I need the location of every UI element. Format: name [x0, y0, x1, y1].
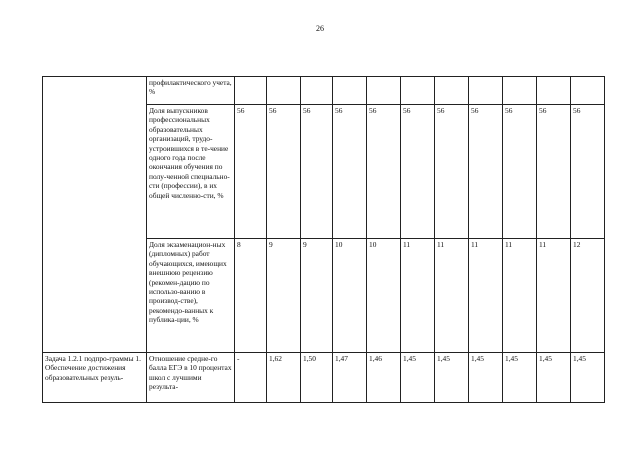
value-cell: 1,45 [401, 353, 435, 403]
value-cell: 11 [537, 239, 571, 353]
value-cell: 56 [537, 105, 571, 239]
table-row [43, 77, 605, 105]
value-cell [469, 77, 503, 105]
value-cell: 9 [301, 239, 333, 353]
value-cell: 11 [503, 239, 537, 353]
indicator-cell: Отношение средне-го балла ЕГЭ в 10 процентах школ с лучшими результа- [147, 353, 235, 403]
value-cell: 1,47 [333, 353, 367, 403]
value-cell: 1,45 [469, 353, 503, 403]
value-cell: 56 [571, 105, 605, 239]
value-cell: 1,46 [367, 353, 401, 403]
indicator-cell: Доля экзаменацион-ных (дипломных) работ обучающихся, имеющих внешнюю рецензию (рекомен-дацию по использо-ванию в производ-стве), рекомендо-ванных к публика-ции, % [147, 239, 235, 353]
value-cell: 11 [469, 239, 503, 353]
value-cell [235, 77, 267, 105]
value-cell: 1,45 [435, 353, 469, 403]
value-cell: 1,45 [571, 353, 605, 403]
value-cell: 8 [235, 239, 267, 353]
task-cell [43, 77, 147, 353]
value-cell [267, 77, 301, 105]
value-cell [503, 77, 537, 105]
value-cell [537, 77, 571, 105]
value-cell: 11 [401, 239, 435, 353]
table-row [43, 353, 605, 403]
value-cell [435, 77, 469, 105]
value-cell: - [235, 353, 267, 403]
value-cell [301, 77, 333, 105]
value-cell: 10 [333, 239, 367, 353]
indicator-cell: Доля выпускников профессиональных образовательных организаций, трудо-устроившихся в те-чение одного года после окончания обучения по полу-ченной специально-сти (профессии), в их общей численно-сти, % [147, 105, 235, 239]
value-cell: 11 [435, 239, 469, 353]
value-cell: 56 [469, 105, 503, 239]
value-cell [333, 77, 367, 105]
value-cell: 56 [267, 105, 301, 239]
value-cell: 12 [571, 239, 605, 353]
task-cell: Задача 1.2.1 подпро-граммы 1. Обеспечение достижения образовательных резуль- [43, 353, 147, 403]
value-cell: 1,45 [537, 353, 571, 403]
page-number: 26 [316, 24, 324, 33]
value-cell [401, 77, 435, 105]
value-cell: 1,62 [267, 353, 301, 403]
value-cell: 10 [367, 239, 401, 353]
indicator-cell: профилактического учета, % [147, 77, 235, 105]
value-cell: 56 [503, 105, 537, 239]
value-cell: 56 [435, 105, 469, 239]
value-cell: 56 [235, 105, 267, 239]
value-cell [367, 77, 401, 105]
value-cell: 56 [367, 105, 401, 239]
value-cell: 9 [267, 239, 301, 353]
value-cell: 1,50 [301, 353, 333, 403]
value-cell: 56 [301, 105, 333, 239]
value-cell: 56 [401, 105, 435, 239]
value-cell [571, 77, 605, 105]
value-cell: 1,45 [503, 353, 537, 403]
indicators-table [42, 76, 605, 403]
value-cell: 56 [333, 105, 367, 239]
